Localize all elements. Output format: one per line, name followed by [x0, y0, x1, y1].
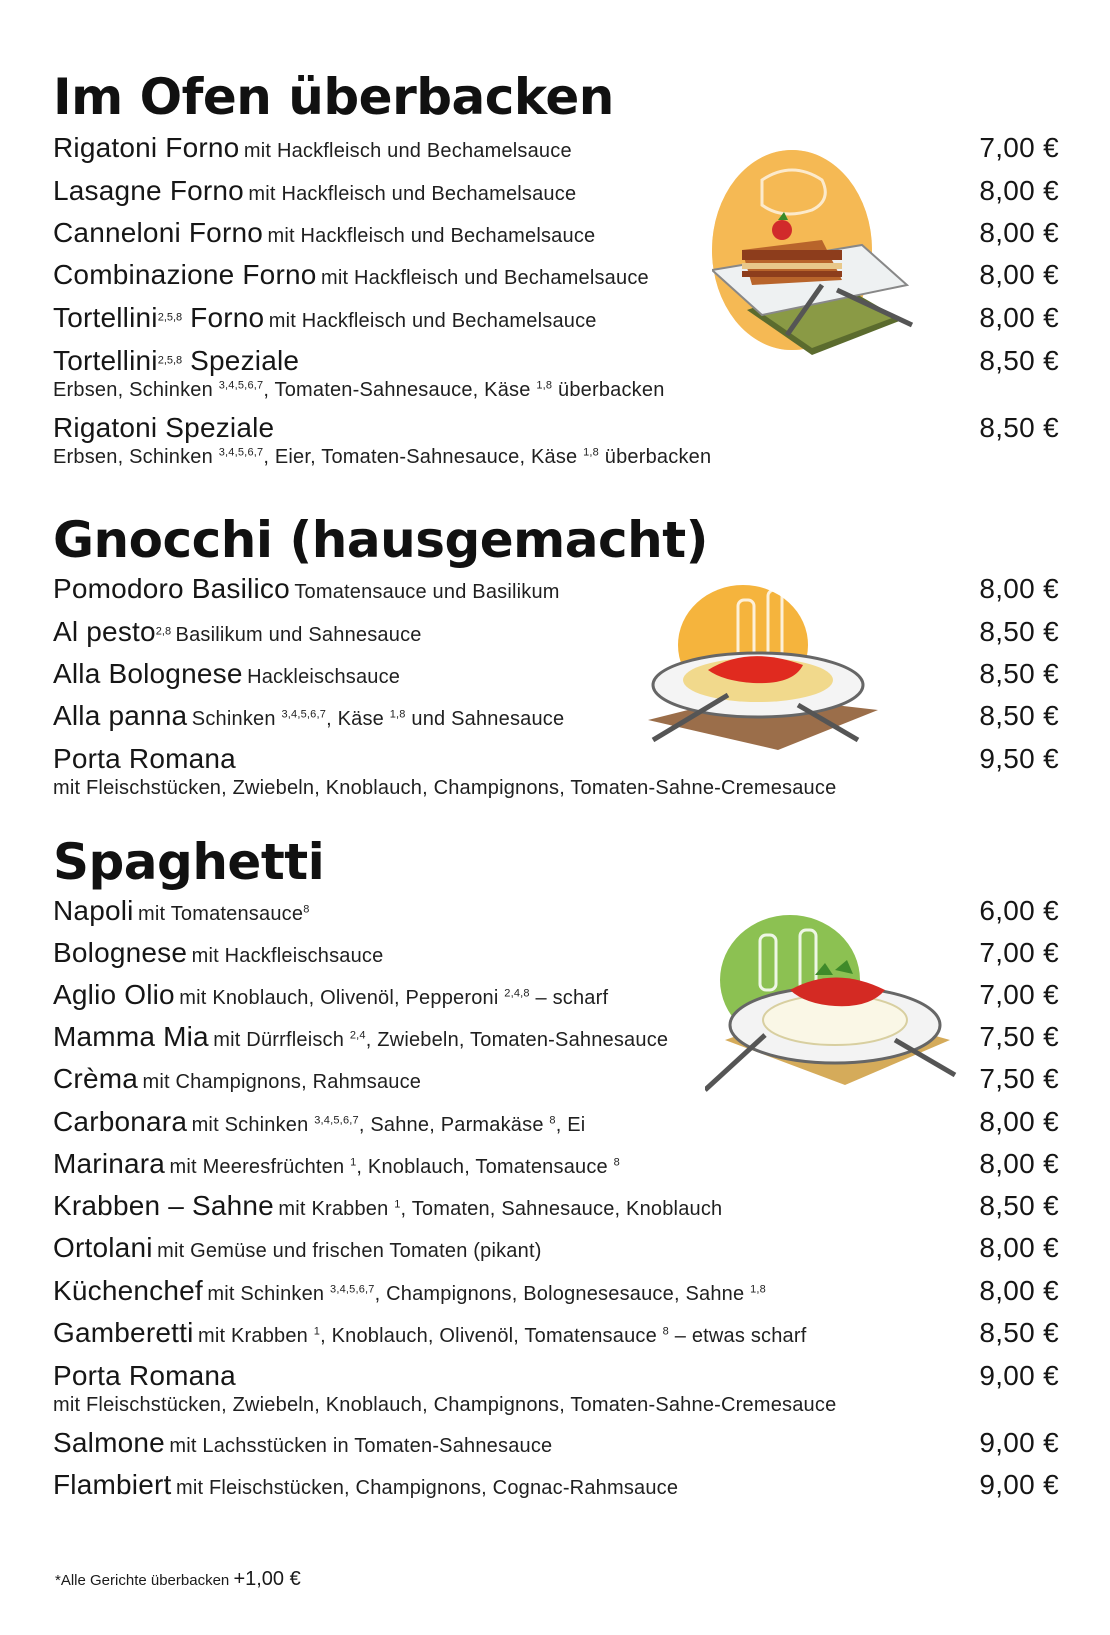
description-text: und Sahnesauce	[405, 708, 565, 730]
subdescription-text: überbacken	[599, 446, 712, 468]
description-text: , Käse	[326, 708, 390, 730]
footnote	[55, 1568, 301, 1591]
allergen-sup: 2,5,8	[157, 354, 183, 367]
menu-item-name: Al pesto	[53, 616, 156, 647]
menu-item-name: Porta Romana	[53, 1360, 236, 1391]
menu-item-name: Gamberetti	[53, 1317, 194, 1348]
menu-item-price: 8,00 €	[979, 1232, 1059, 1263]
menu-item-name: Aglio Olio	[53, 979, 175, 1010]
menu-item-price: 7,00 €	[979, 979, 1059, 1010]
description-text: , Ei	[555, 1114, 586, 1136]
gnocchi-plate-icon	[648, 580, 913, 760]
description-allergen-sup: 8	[662, 1325, 669, 1338]
menu-item-name: Carbonara	[53, 1106, 188, 1137]
menu-item-name: Forno	[182, 302, 265, 333]
subdescription-allergen-sup: 1,8	[583, 446, 600, 459]
menu-item-line	[53, 1232, 1053, 1264]
allergen-sup: 2,5,8	[157, 311, 183, 324]
description-text: mit Knoblauch, Olivenöl, Pepperoni	[179, 987, 505, 1009]
menu-item-line	[53, 1427, 1053, 1459]
description-text: mit Schinken	[207, 1283, 330, 1305]
menu-item-price: 7,00 €	[979, 132, 1059, 163]
menu-item-price: 8,00 €	[979, 1148, 1059, 1179]
footnote-price: +1,00 €	[233, 1568, 301, 1590]
menu-item-name: Canneloni Forno	[53, 217, 264, 248]
lasagne-plate-icon	[712, 150, 962, 365]
menu-item-name: Ortolani	[53, 1232, 153, 1263]
menu-item-price: 8,00 €	[979, 259, 1059, 290]
menu-item-description: Hackleischsauce	[247, 666, 401, 688]
menu-item-name: Flambiert	[53, 1469, 172, 1500]
subdescription-allergen-sup: 1,8	[536, 379, 553, 392]
menu-item	[53, 1317, 1059, 1349]
menu-item-description: mit Hackfleisch und Bechamelsauce	[320, 267, 649, 289]
menu-item-description: mit Hackfleischsauce	[191, 945, 384, 967]
description-text: Schinken	[191, 708, 282, 730]
menu-item-price: 8,00 €	[979, 573, 1059, 604]
menu-item-description	[192, 708, 565, 730]
menu-item-price: 8,00 €	[979, 1106, 1059, 1137]
menu-item-name: Combinazione Forno	[53, 259, 317, 290]
description-text: , Zwiebeln, Tomaten-Sahnesauce	[365, 1029, 669, 1051]
menu-item-price: 7,50 €	[979, 1021, 1059, 1052]
menu-item	[53, 1427, 1059, 1459]
menu-item-price: 8,00 €	[979, 302, 1059, 333]
menu-item	[53, 1148, 1059, 1180]
subdescription-text: Erbsen, Schinken	[53, 379, 219, 401]
menu-item-description: mit Lachsstücken in Tomaten-Sahnesauce	[169, 1435, 553, 1457]
description-text: mit Krabben	[197, 1325, 314, 1347]
menu-item-description: mit Hackfleisch und Bechamelsauce	[268, 310, 597, 332]
description-text: , Knoblauch, Olivenöl, Tomatensauce	[320, 1325, 663, 1347]
menu-item-description	[213, 1029, 668, 1051]
menu-item-description: mit Hackfleisch und Bechamelsauce	[248, 183, 577, 205]
description-text: mit Schinken	[191, 1114, 315, 1136]
menu-item-price: 9,00 €	[979, 1469, 1059, 1500]
description-text: mit Tomatensauce	[138, 903, 304, 925]
menu-item	[53, 1275, 1059, 1307]
menu-item-name: Napoli	[53, 895, 134, 926]
description-allergen-sup: 1,8	[389, 708, 406, 721]
menu-item	[53, 1360, 1059, 1417]
menu-item-name: Tortellini	[53, 345, 158, 376]
menu-item-price: 8,50 €	[979, 345, 1059, 376]
menu-item-description: mit Hackfleisch und Bechamelsauce	[267, 225, 596, 247]
menu-item-description	[207, 1283, 766, 1305]
menu-item-subdescription	[53, 446, 1053, 469]
menu-item-description: mit Champignons, Rahmsauce	[142, 1071, 422, 1093]
description-text: – etwas scharf	[669, 1325, 807, 1347]
menu-item-line	[53, 1360, 1053, 1392]
menu-item-name: Speziale	[182, 345, 300, 376]
subdescription-text: , Eier, Tomaten-Sahnesauce, Käse	[263, 446, 584, 468]
menu-item-name: Alla Bolognese	[53, 658, 243, 689]
menu-item-price: 8,00 €	[979, 1275, 1059, 1306]
menu-item-description: mit Hackfleisch und Bechamelsauce	[243, 140, 572, 162]
menu-item-description: Basilikum und Sahnesauce	[175, 624, 422, 646]
description-allergen-sup: 2,4	[349, 1029, 366, 1042]
description-allergen-sup: 8	[613, 1156, 620, 1169]
menu-item-price: 8,50 €	[979, 616, 1059, 647]
menu-item-description: Tomatensauce und Basilikum	[294, 581, 560, 603]
description-text: – scharf	[529, 987, 609, 1009]
menu-item-description	[170, 1156, 620, 1178]
section-title: Im Ofen überbacken	[53, 68, 614, 126]
subdescription-text: , Tomaten-Sahnesauce, Käse	[263, 379, 537, 401]
menu-item-name: Alla panna	[53, 700, 188, 731]
menu-item	[53, 1106, 1059, 1138]
menu-item	[53, 1190, 1059, 1222]
menu-item-name: Crèma	[53, 1063, 139, 1094]
menu-item-name: Rigatoni Forno	[53, 132, 240, 163]
menu-item-price: 8,50 €	[979, 1190, 1059, 1221]
description-allergen-sup: 1	[313, 1325, 321, 1338]
menu-item-line	[53, 1148, 1053, 1180]
menu-item-price: 9,00 €	[979, 1427, 1059, 1458]
spaghetti-plate-icon	[705, 910, 960, 1095]
subdescription-text: überbacken	[552, 379, 665, 401]
menu-item-line	[53, 1469, 1053, 1501]
menu-item-name: Pomodoro Basilico	[53, 573, 290, 604]
description-allergen-sup: 3,4,5,6,7	[330, 1283, 375, 1296]
description-text: , Knoblauch, Tomatensauce	[356, 1156, 614, 1178]
menu-item-price: 7,50 €	[979, 1063, 1059, 1094]
menu-item-subdescription	[53, 777, 1053, 800]
description-allergen-sup: 3,4,5,6,7	[314, 1114, 359, 1127]
menu-item-price: 7,00 €	[979, 937, 1059, 968]
description-text: mit Meeresfrüchten	[169, 1156, 351, 1178]
description-text: , Tomaten, Sahnesauce, Knoblauch	[400, 1198, 723, 1220]
menu-item-name: Salmone	[53, 1427, 165, 1458]
menu-item-subdescription	[53, 1394, 1053, 1417]
subdescription-allergen-sup: 3,4,5,6,7	[218, 379, 264, 392]
subdescription-text: mit Fleischstücken, Zwiebeln, Knoblauch, Champignons, Tomaten-Sahne-Cremesauce	[53, 777, 837, 799]
menu-item-description	[179, 987, 608, 1009]
menu-item-name: Tortellini	[53, 302, 158, 333]
description-text: , Sahne, Parmakäse	[358, 1114, 550, 1136]
section-title: Gnocchi (hausgemacht)	[53, 511, 708, 569]
menu-item	[53, 1469, 1059, 1501]
menu-item-price: 8,00 €	[979, 217, 1059, 248]
section-title: Spaghetti	[53, 833, 325, 891]
menu-item-name: Porta Romana	[53, 743, 236, 774]
menu-item	[53, 1232, 1059, 1264]
footnote-text: *Alle Gerichte überbacken	[55, 1572, 230, 1589]
menu-item-description	[192, 1114, 586, 1136]
menu-item-name: Rigatoni Speziale	[53, 412, 275, 443]
menu-item-description: mit Gemüse und frischen Tomaten (pikant)	[157, 1240, 542, 1262]
menu-item-description	[278, 1198, 722, 1220]
menu-item-name: Krabben – Sahne	[53, 1190, 274, 1221]
menu-item-name: Lasagne Forno	[53, 175, 244, 206]
menu-item-line	[53, 1106, 1053, 1138]
menu-item-name: Marinara	[53, 1148, 166, 1179]
menu-item-line	[53, 1190, 1053, 1222]
description-allergen-sup: 8	[549, 1114, 556, 1127]
menu-item-name: Bolognese	[53, 937, 188, 968]
menu-item-subdescription	[53, 379, 1053, 402]
description-allergen-sup: 3,4,5,6,7	[281, 708, 327, 721]
menu-item-line	[53, 412, 1053, 444]
subdescription-text: mit Fleischstücken, Zwiebeln, Knoblauch, Champignons, Tomaten-Sahne-Cremesauce	[53, 1394, 837, 1416]
menu-item-line	[53, 1317, 1053, 1349]
menu-item-price: 9,00 €	[979, 1360, 1059, 1391]
menu-item-price: 8,00 €	[979, 175, 1059, 206]
description-allergen-sup: 1	[350, 1156, 357, 1169]
description-text: mit Krabben	[278, 1198, 395, 1220]
subdescription-allergen-sup: 3,4,5,6,7	[218, 446, 264, 459]
description-allergen-sup: 1,8	[750, 1283, 766, 1296]
menu-item-price: 8,50 €	[979, 658, 1059, 689]
menu-item-price: 9,50 €	[979, 743, 1059, 774]
description-text: mit Dürrfleisch	[213, 1029, 350, 1051]
description-allergen-sup: 8	[303, 903, 310, 916]
menu-item-name: Küchenchef	[53, 1275, 203, 1306]
allergen-sup: 2,8	[155, 625, 172, 638]
description-allergen-sup: 1	[394, 1198, 401, 1211]
menu-item-price: 8,50 €	[979, 700, 1059, 731]
description-text: , Champignons, Bolognesesauce, Sahne	[374, 1283, 751, 1305]
description-allergen-sup: 2,4,8	[504, 987, 530, 1000]
menu-item-line	[53, 1275, 1053, 1307]
subdescription-text: Erbsen, Schinken	[53, 446, 219, 468]
menu-item-price: 8,50 €	[979, 1317, 1059, 1348]
menu-item-description	[198, 1325, 807, 1347]
menu-item-description	[138, 903, 309, 925]
menu-item-name: Mamma Mia	[53, 1021, 209, 1052]
menu-item-price: 8,50 €	[979, 412, 1059, 443]
menu-item-price: 6,00 €	[979, 895, 1059, 926]
menu-item	[53, 412, 1059, 469]
menu-item-description: mit Fleischstücken, Champignons, Cognac-Rahmsauce	[175, 1477, 679, 1499]
